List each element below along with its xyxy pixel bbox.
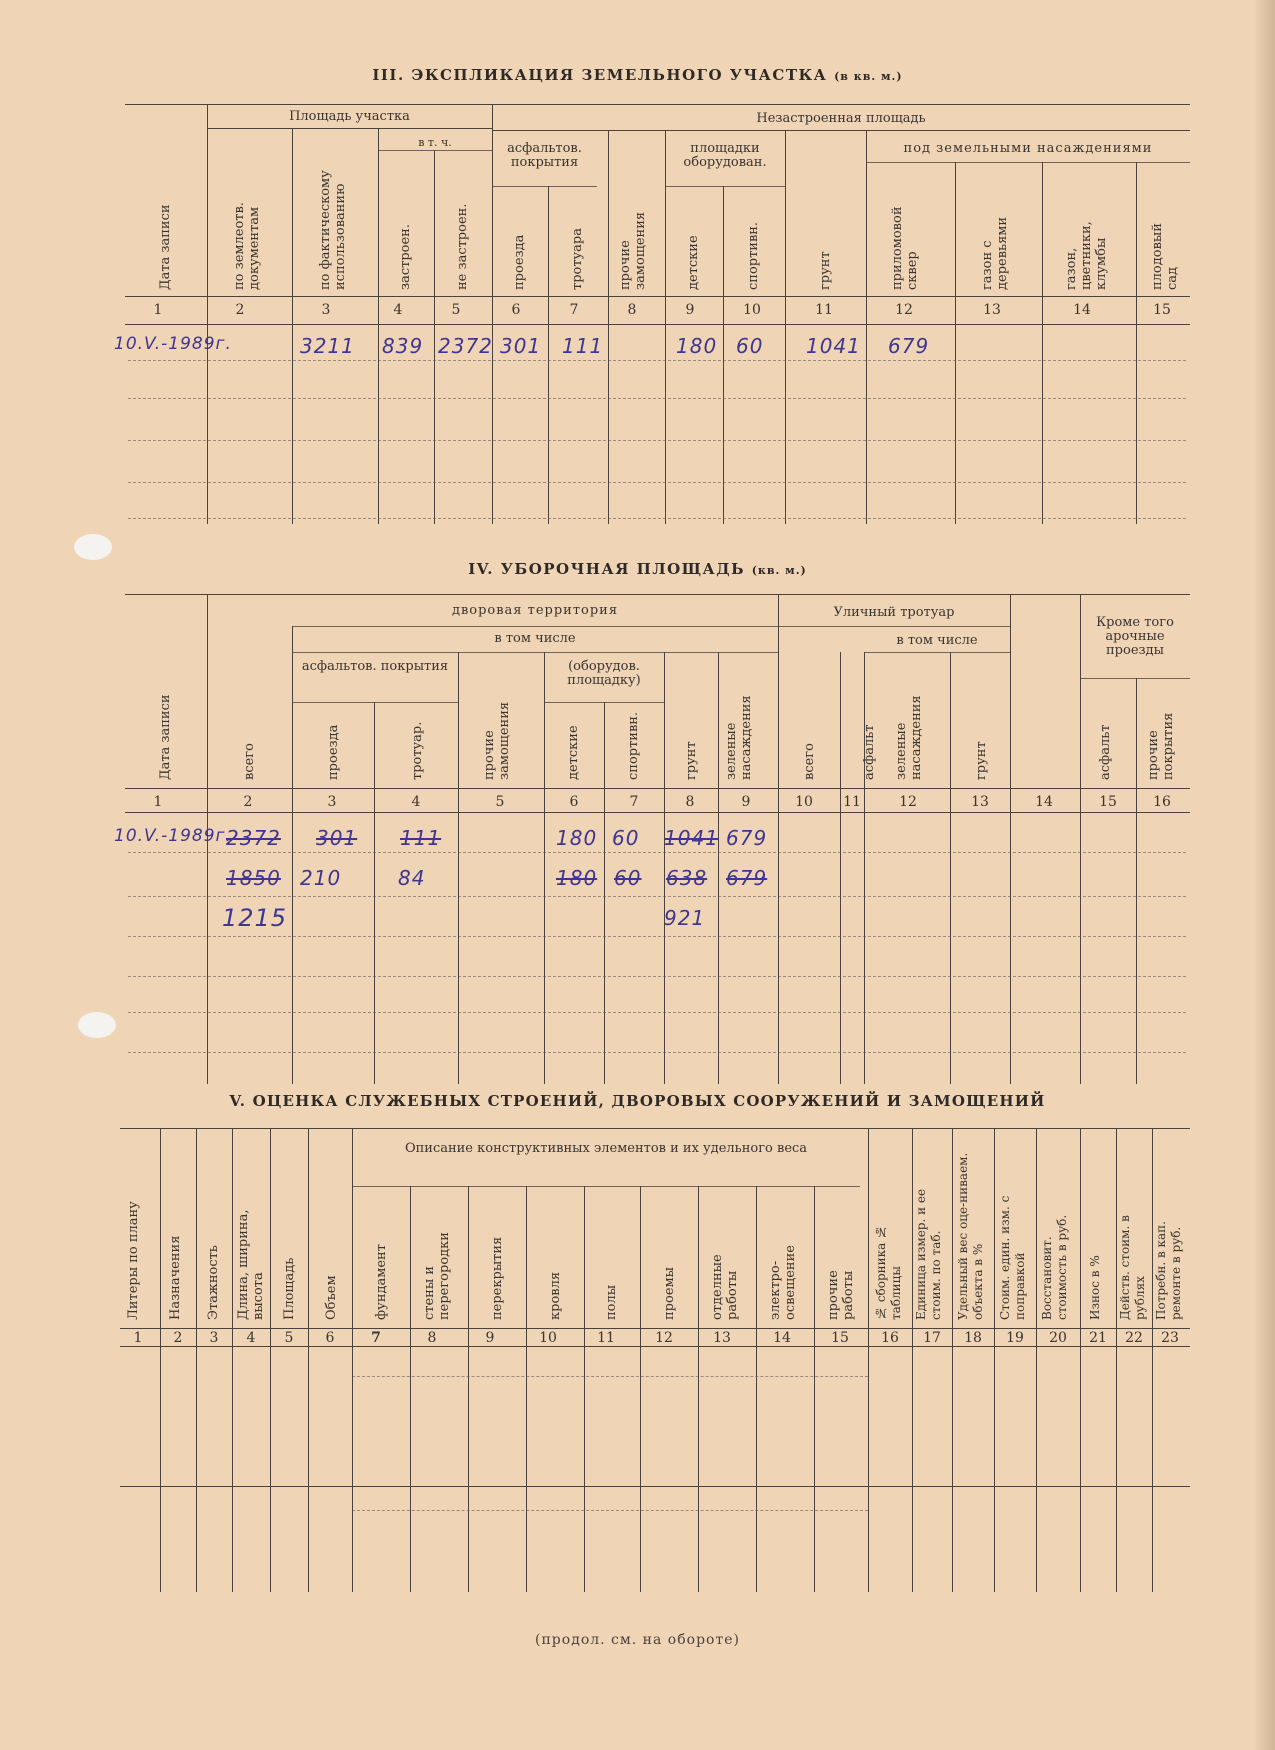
- handwritten-value: 3211: [300, 334, 355, 358]
- col-street-total: всего: [802, 743, 817, 780]
- col-number: 13: [971, 794, 989, 810]
- col-number: 3: [327, 794, 337, 810]
- col-number: 7: [629, 794, 639, 810]
- col-entry-date: Дата записи: [158, 694, 173, 780]
- col-unit-and-cost: Единица измер. и ее стоим. по таб.: [914, 1188, 943, 1320]
- col-orchard: плодовый сад: [1150, 223, 1180, 290]
- col-number: 12: [899, 794, 917, 810]
- handwritten-value: 60: [736, 334, 764, 358]
- col-openings: проемы: [662, 1267, 677, 1320]
- col-specific-weight: Удельный вес оце-ниваем. объекта в %: [956, 1152, 985, 1320]
- handwritten-value: 2372: [438, 334, 493, 358]
- col-number: 3: [209, 1330, 219, 1346]
- col-number: 8: [685, 794, 695, 810]
- col-number: 14: [773, 1330, 791, 1346]
- col-purpose: Назначения: [168, 1235, 183, 1320]
- col-street-green: зеленые насаждения: [894, 695, 924, 780]
- col-number: 16: [1153, 794, 1171, 810]
- col-entry-date: Дата записи: [158, 204, 173, 290]
- header-street-sidewalk: Уличный тротуар: [833, 605, 955, 620]
- handwritten-date: 10.V.-1989г.: [114, 334, 232, 354]
- col-sports: спортивн.: [626, 711, 641, 780]
- col-number: 3: [321, 302, 331, 318]
- col-by-actual-use: по фактическому использованию: [318, 170, 348, 290]
- col-number: 11: [843, 794, 861, 810]
- col-number: 15: [1099, 794, 1117, 810]
- col-number: 1: [153, 302, 163, 318]
- col-lawn-flowerbeds: газон, цветники, клумбы: [1064, 221, 1109, 290]
- col-by-allotment-docs: по землеотв. документам: [232, 202, 262, 290]
- col-house-square: приломовой сквер: [890, 206, 920, 290]
- col-number: 8: [627, 302, 637, 318]
- col-number: 6: [325, 1330, 335, 1346]
- handwritten-value: 180: [676, 334, 718, 358]
- col-driveway: проезда: [512, 234, 527, 290]
- col-replacement-cost: Восстановит. стоимость в руб.: [1040, 1214, 1069, 1320]
- handwritten-value: 679: [888, 334, 930, 358]
- handwritten-value: 1215: [222, 904, 288, 932]
- col-street-ground: грунт: [974, 741, 989, 780]
- handwritten-value-crossed: 1850: [226, 866, 281, 890]
- col-other-paving: прочие замощения: [618, 211, 648, 290]
- col-finishing-works: отделные работы: [710, 1254, 740, 1320]
- col-number: 15: [831, 1330, 849, 1346]
- col-actual-cost: Действ. стоим. в рублях: [1118, 1215, 1147, 1320]
- header-including: в том числе: [896, 633, 978, 648]
- col-number: 17: [923, 1330, 941, 1346]
- col-wear-percent: Износ в %: [1088, 1255, 1102, 1320]
- col-electric-lighting: электро-освещение: [768, 1245, 798, 1320]
- col-number: 12: [655, 1330, 673, 1346]
- col-plan-letters: Литеры по плану: [126, 1201, 141, 1320]
- header-yard-territory: дворовая территория: [451, 603, 619, 618]
- handwritten-value: 839: [382, 334, 424, 358]
- section-3-unit: (в кв. м.): [834, 70, 903, 83]
- col-green-plantings: зеленые насаждения: [724, 695, 754, 780]
- section-3-title-text: III. ЭКСПЛИКАЦИЯ ЗЕМЕЛЬНОГО УЧАСТКА: [372, 66, 828, 84]
- col-number: 14: [1073, 302, 1091, 318]
- col-floor-covering: полы: [604, 1284, 619, 1320]
- handwritten-value-crossed: 679: [726, 866, 768, 890]
- col-roof: кровля: [548, 1271, 563, 1320]
- header-unbuilt-area: Незастроенная площадь: [756, 111, 926, 126]
- col-lawn-with-trees: газон с деревьями: [980, 216, 1010, 290]
- handwritten-value: 1041: [806, 334, 861, 358]
- col-number: 7: [371, 1330, 381, 1346]
- handwritten-value: 84: [398, 866, 426, 890]
- punch-hole: [78, 1012, 116, 1038]
- col-number: 12: [895, 302, 913, 318]
- col-children: детские: [566, 725, 581, 780]
- handwritten-value: 111: [562, 334, 604, 358]
- handwritten-value-crossed: 180: [556, 866, 598, 890]
- section-4-title-text: IV. УБОРОЧНАЯ ПЛОЩАДЬ: [468, 560, 745, 578]
- col-number: 5: [451, 302, 461, 318]
- col-walls-partitions: стены и перегородки: [422, 1232, 452, 1320]
- col-children: детские: [686, 235, 701, 290]
- col-number: 14: [1035, 794, 1053, 810]
- header-equipped-platforms: площадки оборудован.: [683, 141, 767, 170]
- col-number: 10: [795, 794, 813, 810]
- header-green-plantings: под земельными насаждениями: [903, 141, 1153, 156]
- handwritten-value-crossed: 638: [666, 866, 708, 890]
- col-number: 22: [1125, 1330, 1143, 1346]
- col-ground: грунт: [684, 741, 699, 780]
- punch-hole: [74, 534, 112, 560]
- col-floors: Этажность: [206, 1245, 221, 1320]
- handwritten-value: 301: [500, 334, 542, 358]
- col-number: 5: [284, 1330, 294, 1346]
- col-number: 1: [133, 1330, 143, 1346]
- col-number: 8: [427, 1330, 437, 1346]
- handwritten-value: 60: [612, 826, 640, 850]
- col-number: 23: [1161, 1330, 1179, 1346]
- col-number: 9: [741, 794, 751, 810]
- header-including: в т. ч.: [418, 136, 452, 149]
- section-3-title: [0, 66, 1275, 84]
- col-number: 10: [539, 1330, 557, 1346]
- col-volume: Объем: [324, 1275, 339, 1320]
- col-floors-slabs: перекрытия: [490, 1236, 505, 1320]
- col-number: 19: [1006, 1330, 1024, 1346]
- col-number: 9: [685, 302, 695, 318]
- col-number: 6: [569, 794, 579, 810]
- col-foundation: фундамент: [374, 1244, 389, 1320]
- col-other-paving: прочие замощения: [482, 701, 512, 780]
- col-street-asphalt: асфальт: [862, 724, 877, 780]
- col-number: 11: [815, 302, 833, 318]
- col-sidewalk: тротуара: [570, 227, 585, 290]
- handwritten-value: 921: [664, 906, 706, 930]
- col-number: 13: [713, 1330, 731, 1346]
- col-capital-repair-need: Потребн. в кап. ремонте в руб.: [1154, 1221, 1183, 1320]
- col-number: 21: [1089, 1330, 1107, 1346]
- col-unit-cost-adjusted: Стоим. един. изм. с поправкой: [998, 1195, 1027, 1320]
- col-driveway: проезда: [326, 724, 341, 780]
- col-number: 2: [173, 1330, 183, 1346]
- col-number: 1: [153, 794, 163, 810]
- col-area: Площадь: [282, 1257, 297, 1320]
- header-asphalt-paving: асфальтов. покрытия: [507, 141, 582, 170]
- header-land-area: Площадь участка: [289, 109, 410, 124]
- col-number: 4: [411, 794, 421, 810]
- col-built-up: застроен.: [398, 224, 413, 290]
- col-number: 2: [235, 302, 245, 318]
- handwritten-value-crossed: 111: [400, 826, 442, 850]
- col-number: 9: [485, 1330, 495, 1346]
- col-total: всего: [242, 743, 257, 780]
- col-sidewalk: тротуар.: [410, 721, 425, 780]
- handwritten-value-crossed: 1041: [664, 826, 719, 850]
- col-number: 10: [743, 302, 761, 318]
- header-structural-elements: Описание конструктивных элементов и их удельного веса: [404, 1141, 808, 1156]
- col-arch-asphalt: асфальт: [1098, 724, 1113, 780]
- page-edge-shadow: [1253, 0, 1275, 1750]
- col-number: 4: [393, 302, 403, 318]
- section-4-title: [0, 560, 1275, 578]
- col-other-works: прочие работы: [826, 1270, 856, 1320]
- col-number: 4: [246, 1330, 256, 1346]
- col-not-built-up: не застроен.: [455, 203, 470, 290]
- header-equipped-platforms: (оборудов. площадку): [567, 659, 641, 688]
- col-number: 15: [1153, 302, 1171, 318]
- col-dimensions: Длина, ширина, высота: [236, 1209, 266, 1320]
- handwritten-value-crossed: 301: [316, 826, 358, 850]
- handwritten-value: 679: [726, 826, 768, 850]
- col-number: 18: [964, 1330, 982, 1346]
- col-ground: грунт: [818, 251, 833, 290]
- col-arch-other-paving: прочие покрытия: [1146, 712, 1176, 780]
- col-number: 13: [983, 302, 1001, 318]
- col-number: 2: [243, 794, 253, 810]
- handwritten-date: 10.V.-1989г.: [114, 826, 232, 846]
- header-asphalt-paving: асфальтов. покрытия: [301, 659, 449, 674]
- handwritten-value: 180: [556, 826, 598, 850]
- continued-overleaf-note: (продол. см. на обороте): [535, 1632, 740, 1648]
- col-collection-table-number: № сборника № таблицы: [874, 1224, 903, 1320]
- handwritten-value-crossed: 2372: [226, 826, 281, 850]
- section-4-unit: (кв. м.): [751, 564, 807, 577]
- col-number: 6: [511, 302, 521, 318]
- handwritten-value: 210: [300, 866, 342, 890]
- handwritten-value-crossed: 60: [614, 866, 642, 890]
- section-5-title: V. ОЦЕНКА СЛУЖЕБНЫХ СТРОЕНИЙ, ДВОРОВЫХ СООРУЖЕНИЙ И ЗАМОЩЕНИЙ: [229, 1092, 1046, 1110]
- col-number: 5: [495, 794, 505, 810]
- col-sports: спортивн.: [746, 221, 761, 290]
- col-number: 11: [597, 1330, 615, 1346]
- header-arched-passages: Кроме того арочные проезды: [1096, 615, 1174, 658]
- col-number: 7: [569, 302, 579, 318]
- col-number: 16: [881, 1330, 899, 1346]
- col-number: 20: [1049, 1330, 1067, 1346]
- header-including: в том числе: [494, 631, 576, 646]
